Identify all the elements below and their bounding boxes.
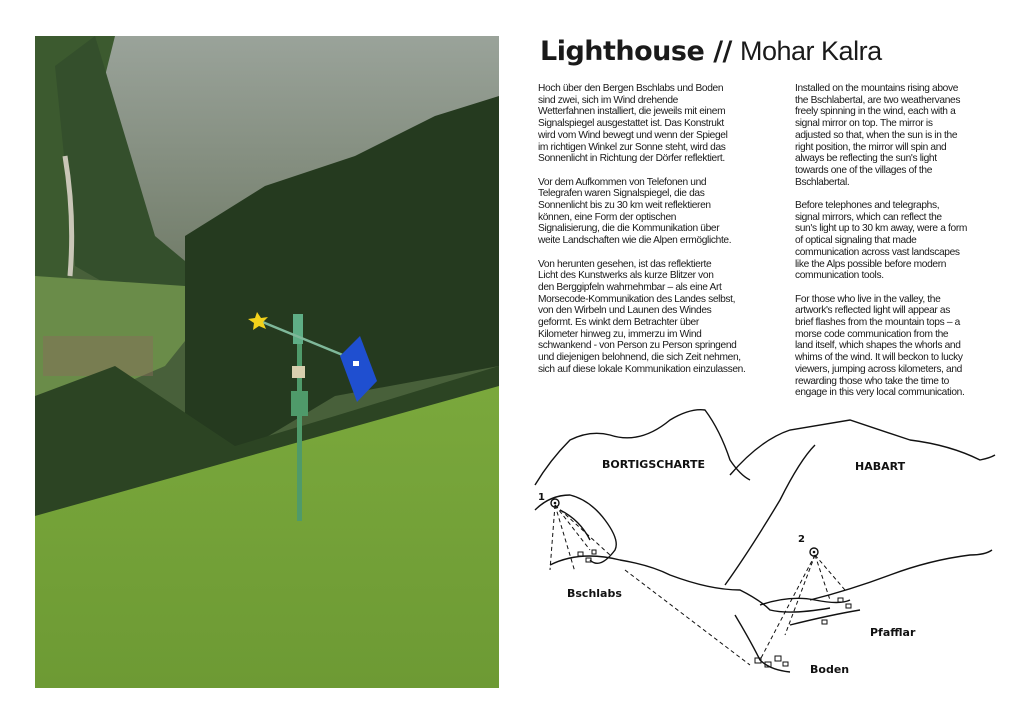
author-name: Mohar Kalra [740, 36, 882, 66]
text-line: right position, the mirror will spin and [795, 141, 947, 153]
text-line: engage in this very local communication. [795, 387, 965, 399]
text-line: Signalisierung, die die Kommunikation über [538, 223, 720, 235]
text-line: geformt. Es winkt dem Betrachter über [538, 317, 699, 329]
text-line: morse code communication from the [795, 328, 949, 340]
text-line: können, eine Form der optischen [538, 211, 677, 223]
text-line: signal mirror on top. The mirror is [795, 118, 933, 130]
text-line: weite Landschaften wie die Alpen ermöglichte. [538, 235, 732, 247]
text-line: whims of the wind. It will beckon to lucky [795, 352, 963, 364]
paragraph [795, 83, 1000, 188]
label-bschlabs: Bschlabs [567, 587, 622, 600]
text-line: communication across vast landscapes [795, 246, 960, 258]
text-line: im richtigen Winkel zur Sonne steht, wird das [538, 141, 726, 153]
english-text-column [795, 83, 1000, 411]
text-line: of optical signaling that made [795, 235, 917, 247]
text-line: signal mirrors, which can reflect the [795, 211, 942, 223]
text-line: like the Alps possible before modern [795, 258, 947, 270]
text-line: Before telephones and telegraphs, [795, 200, 940, 212]
text-line: Hoch über den Bergen Bschlabs und Boden [538, 83, 724, 94]
text-line: Signalspiegel ausgestattet ist. Das Konstrukt [538, 118, 724, 130]
text-line: Vor dem Aufkommen von Telefonen und [538, 176, 707, 188]
text-line: adjusted so that, when the sun is in the [795, 129, 958, 141]
title-text: Lighthouse // [540, 36, 732, 67]
text-line: Installed on the mountains rising above [795, 83, 959, 94]
text-line: communication tools. [795, 270, 884, 282]
text-line: Sonnenlicht bis zu 30 km weit reflektieren [538, 200, 711, 212]
text-line: Von herunten gesehen, ist das reflektierte [538, 258, 712, 270]
text-line: Telegrafen waren Signalspiegel, die das [538, 188, 705, 200]
installation-photo [35, 36, 499, 688]
text-line: Bschlabertal. [795, 176, 850, 188]
paragraph [538, 259, 788, 376]
text-line: Licht des Kunstwerks als kurze Blitzer von [538, 270, 714, 282]
text-line: rewarding those who take the time to [795, 375, 949, 387]
text-line: sun's light up to 30 km away, were a form [795, 223, 967, 235]
label-pfafflar: Pfafflar [870, 626, 916, 639]
german-text-column [538, 83, 788, 387]
label-mirror-1: 1 [538, 492, 545, 503]
paragraph [795, 200, 1000, 282]
label-habart: HABART [855, 460, 906, 473]
text-line: Kilometer hinweg zu, immerzu im Wind [538, 328, 702, 340]
text-line: For those who live in the valley, the [795, 293, 941, 305]
text-line: Sonnenlicht in Richtung der Dörfer reflektiert. [538, 153, 725, 165]
text-line: Wetterfahnen installiert, die jeweils mit einem [538, 106, 726, 118]
text-line: sind zwei, sich im Wind drehende [538, 94, 678, 106]
text-line: towards one of the villages of the [795, 164, 933, 176]
text-line: von den Wirbeln und Launen des Windes [538, 305, 712, 317]
weathervane-pole [297, 326, 302, 521]
paragraph [538, 83, 788, 165]
text-line: den Berggipfeln wahrnehmbar – als eine Art [538, 281, 722, 293]
text-line: wird vom Wind bewegt und wenn der Spiegel [538, 129, 728, 141]
text-line: always be reflecting the sun's light [795, 153, 937, 165]
label-mirror-2: 2 [798, 534, 805, 545]
text-line: schwankend - von Person zu Person springend [538, 340, 737, 352]
text-line: und diejenigen belohnend, die sich Zeit nehmen, [538, 352, 741, 364]
text-line: the Bschlabertal, are two weathervanes [795, 94, 961, 106]
text-line: artwork's reflected light will appear as [795, 305, 950, 317]
text-line: Morsecode-Kommunikation des Landes selbst, [538, 293, 736, 305]
text-line: sich auf diese lokale Kommunikation einzulassen. [538, 363, 746, 375]
page-title [540, 36, 882, 67]
text-line: land itself, which shapes the whorls and [795, 340, 961, 352]
label-boden: Boden [810, 663, 850, 676]
paragraph [795, 294, 1000, 399]
valley-sketch-map [530, 400, 1000, 695]
paragraph [538, 177, 788, 247]
text-line: freely spinning in the wind, each with a [795, 106, 956, 118]
label-bortigscharte: BORTIGSCHARTE [602, 458, 706, 471]
text-line: viewers, jumping across kilometers, and [795, 363, 962, 375]
text-line: brief flashes from the mountain tops – a [795, 317, 960, 329]
